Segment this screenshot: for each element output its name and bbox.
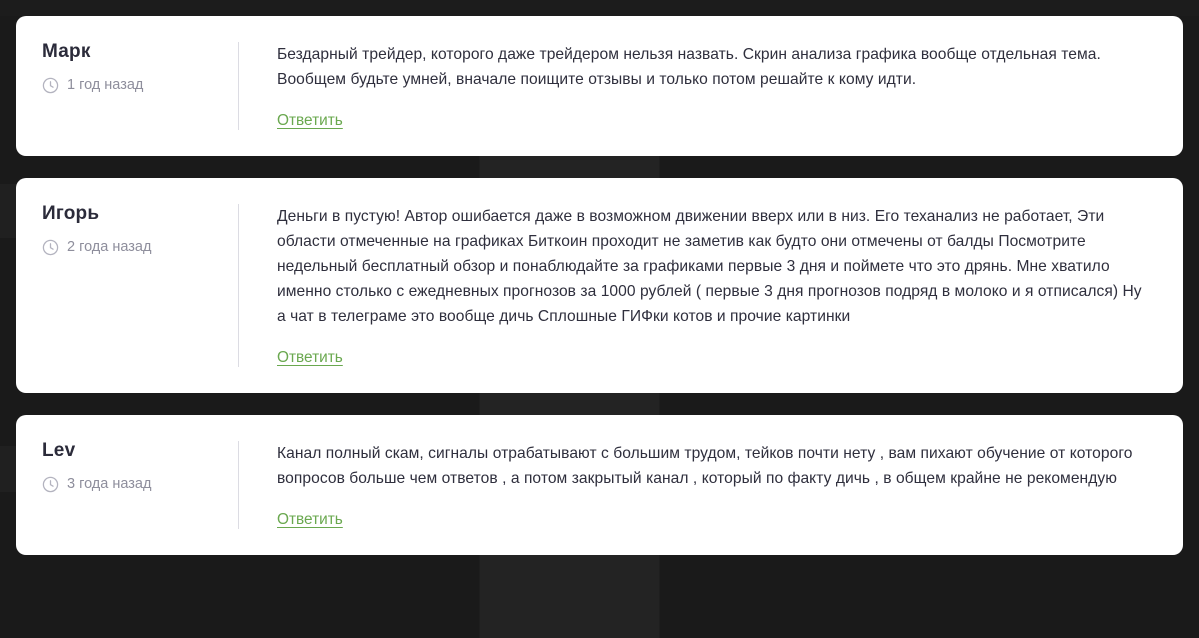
comment-card [16, 178, 1183, 393]
comment-meta [42, 77, 226, 94]
reply-button[interactable]: Ответить [277, 112, 343, 129]
card-spacer [16, 156, 1183, 178]
card-spacer [16, 393, 1183, 415]
comment-body-column [238, 441, 1153, 529]
reply-button[interactable]: Ответить [277, 511, 343, 528]
clock-icon [42, 77, 59, 94]
comment-text: Деньги в пустую! Автор ошибается даже в возможном движении вверх или в низ. Его теханализ не работает, Эти области отмеченные на графиках Биткоин проходит не заметив как будто они отмечены от балды Посмотрите недельный бесплатный обзор и понаблюдайте за графиками первые 3 дня и поймете что это дрянь. Мне хватило именно столько с ежедневных прогнозов за 1000 рублей ( первые 3 дня прогнозов подряд в молоко и я отписался) Ну а чат в телеграме это вообще дичь Сплошные ГИФки котов и прочие картинки [277, 208, 1142, 325]
comment-body-column [238, 204, 1153, 367]
comment-card [16, 415, 1183, 555]
reply-button[interactable]: Ответить [277, 349, 343, 366]
comment-author-column [42, 42, 238, 130]
comment-author-name: Lev [42, 440, 76, 461]
comment-author-name: Марк [42, 41, 91, 62]
comment-author-name: Игорь [42, 203, 100, 224]
comment-meta [42, 239, 226, 256]
clock-icon [42, 476, 59, 493]
comment-meta [42, 476, 226, 493]
comment-time: 1 год назад [67, 77, 144, 94]
clock-icon [42, 239, 59, 256]
comment-author-column [42, 441, 238, 529]
comment-time: 3 года назад [67, 476, 152, 493]
comment-author-column [42, 204, 238, 367]
comment-card [16, 16, 1183, 156]
comments-list [0, 16, 1199, 638]
comment-time: 2 года назад [67, 239, 152, 256]
comment-body-column [238, 42, 1153, 130]
comment-text: Бездарный трейдер, которого даже трейдером нельзя назвать. Скрин анализа графика вообще отдельная тема. Вообщем будьте умней, вначале поищите отзывы и только потом решайте к кому идти. [277, 46, 1101, 88]
comment-text: Канал полный скам, сигналы отрабатывают с большим трудом, тейков почти нету , вам пихают обучение от которого вопросов больше чем ответов , а потом закрытый канал , который по факту дичь , в общем крайне не рекомендую [277, 445, 1133, 487]
